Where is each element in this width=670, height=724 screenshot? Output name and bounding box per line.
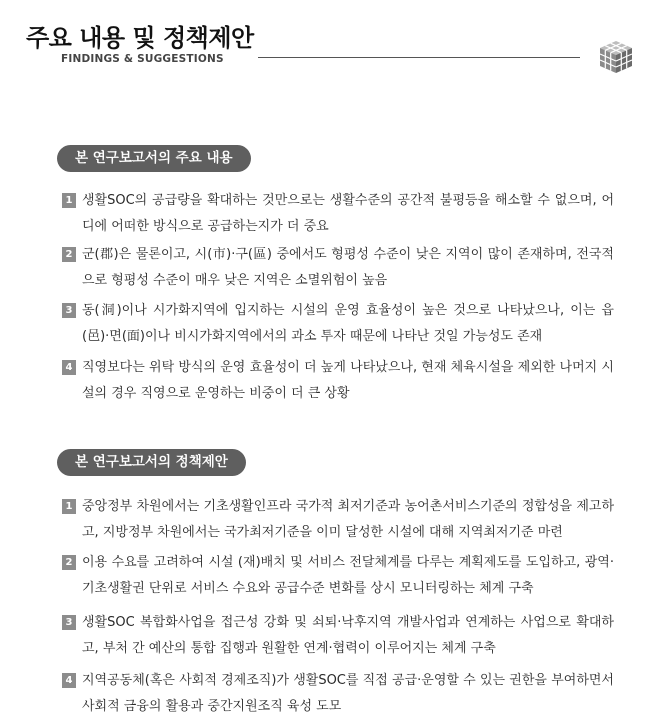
page-title: 주요 내용 및 정책제안 <box>26 24 254 52</box>
item-number: 1 <box>62 499 76 514</box>
section-heading-suggestions: 본 연구보고서의 정책제안 <box>57 449 246 476</box>
cube-grid-icon <box>598 40 634 74</box>
list-item <box>62 298 614 350</box>
item-number: 1 <box>62 193 76 208</box>
list-item <box>62 188 614 240</box>
item-text: 생활SOC의 공급량을 확대하는 것만으로는 생활수준의 공간적 불평등을 해소할 수 없으며, 어디에 어떠한 방식으로 공급하는지가 더 중요 <box>82 193 614 234</box>
item-text: 직영보다는 위탁 방식의 운영 효율성이 더 높게 나타났으나, 현재 체육시설을 제외한 나머지 시설의 경우 직영으로 운영하는 비중이 더 큰 상황 <box>82 360 614 401</box>
item-number: 3 <box>62 615 76 630</box>
item-text: 군(郡)은 물론이고, 시(市)·구(區) 중에서도 형평성 수준이 낮은 지역이 많이 존재하며, 전국적으로 형평성 수준이 매우 낮은 지역은 소멸위험이 높음 <box>82 247 614 288</box>
list-item <box>62 242 614 294</box>
item-number: 2 <box>62 555 76 570</box>
item-text: 생활SOC 복합화사업을 접근성 강화 및 쇠퇴·낙후지역 개발사업과 연계하는 사업으로 확대하고, 부처 간 예산의 통합 집행과 원활한 연계·협력이 이루어지는 체계 구축 <box>82 615 614 656</box>
section-heading-findings: 본 연구보고서의 주요 내용 <box>57 145 251 172</box>
item-text: 지역공동체(혹은 사회적 경제조직)가 생활SOC를 직접 공급·운영할 수 있는 권한을 부여하면서 사회적 금융의 활용과 중간지원조직 육성 도모 <box>82 673 614 714</box>
item-number: 3 <box>62 303 76 318</box>
item-text: 중앙정부 차원에서는 기초생활인프라 국가적 최저기준과 농어촌서비스기준의 정합성을 제고하고, 지방정부 차원에서는 국가최저기준을 이미 달성한 시설에 대해 지역최저기준 마련 <box>82 499 614 540</box>
item-number: 4 <box>62 360 76 375</box>
item-text: 동(洞)이나 시가화지역에 입지하는 시설의 운영 효율성이 높은 것으로 나타났으나, 이는 읍(邑)·면(面)이나 비시가화지역에서의 과소 투자 때문에 나타난 것일 가능성도 존재 <box>82 303 614 344</box>
page-subtitle: FINDINGS & SUGGESTIONS <box>61 53 224 65</box>
list-item <box>62 550 614 602</box>
list-item <box>62 355 614 407</box>
header-rule <box>258 57 580 58</box>
list-item <box>62 668 614 720</box>
list-item <box>62 610 614 662</box>
item-text: 이용 수요를 고려하여 시설 (재)배치 및 서비스 전달체계를 다루는 계획제도를 도입하고, 광역·기초생활권 단위로 서비스 수요와 공급수준 변화를 상시 모니터링하는 체계 구축 <box>82 555 614 596</box>
item-number: 4 <box>62 673 76 688</box>
item-number: 2 <box>62 247 76 262</box>
list-item <box>62 494 614 546</box>
